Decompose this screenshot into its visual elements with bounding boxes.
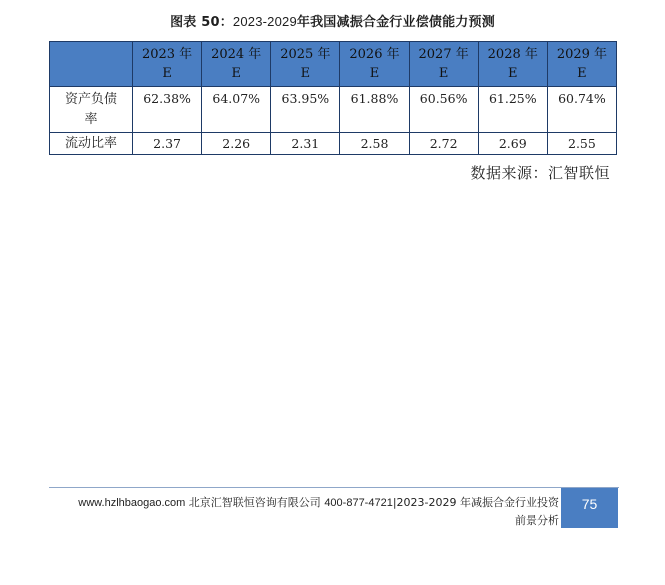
header-2028: 2028 年 E [478,42,547,87]
header-2024: 2024 年 E [202,42,271,87]
header-2023: 2023 年 E [133,42,202,87]
header-2027: 2027 年 E [409,42,478,87]
table-row-debt-ratio [50,87,617,133]
cell-current-2026: 2.58 [340,133,409,155]
row-label-debt-ratio: 资产负债 率 [50,87,133,133]
data-source-note: 数据来源：汇智联恒 [470,164,610,182]
cell-debt-2027: 60.56% [409,87,478,133]
cell-current-2027: 2.72 [409,133,478,155]
cell-current-2023: 2.37 [133,133,202,155]
cell-debt-2029: 60.74% [547,87,616,133]
table-header-row [50,42,617,87]
cell-debt-2028: 61.25% [478,87,547,133]
cell-debt-2026: 61.88% [340,87,409,133]
solvency-forecast-table [49,41,617,155]
table-row-current-ratio [50,133,617,155]
caption-prefix: 图表 50： [170,15,233,30]
caption-range: 2023-2029 [232,14,297,29]
row-label-current-ratio: 流动比率 [50,133,133,155]
page-number-box [561,488,618,528]
footer-line-1 [49,494,559,512]
caption-title: 年我国减振合金行业偿债能力预测 [296,15,495,30]
cell-current-2024: 2.26 [202,133,271,155]
header-2029: 2029 年 E [547,42,616,87]
header-corner-cell [50,42,133,87]
cell-current-2028: 2.69 [478,133,547,155]
footer-phone: 400-877-4721 [324,497,393,509]
footer-divider [49,487,619,488]
footer-company: 北京汇智联恒咨询有限公司 [185,496,325,509]
cell-debt-2024: 64.07% [202,87,271,133]
table-caption [0,11,665,30]
page-footer [49,494,559,530]
cell-current-2025: 2.31 [271,133,340,155]
page-number: 75 [581,496,598,512]
header-2026: 2026 年 E [340,42,409,87]
header-2025: 2025 年 E [271,42,340,87]
footer-line-2: 前景分析 [515,514,559,527]
footer-report-title: |2023-2029 年减振合金行业投资 [392,496,559,509]
footer-website-link[interactable]: www.hzlhbaogao.com [78,497,186,509]
cell-debt-2023: 62.38% [133,87,202,133]
cell-debt-2025: 63.95% [271,87,340,133]
cell-current-2029: 2.55 [547,133,616,155]
